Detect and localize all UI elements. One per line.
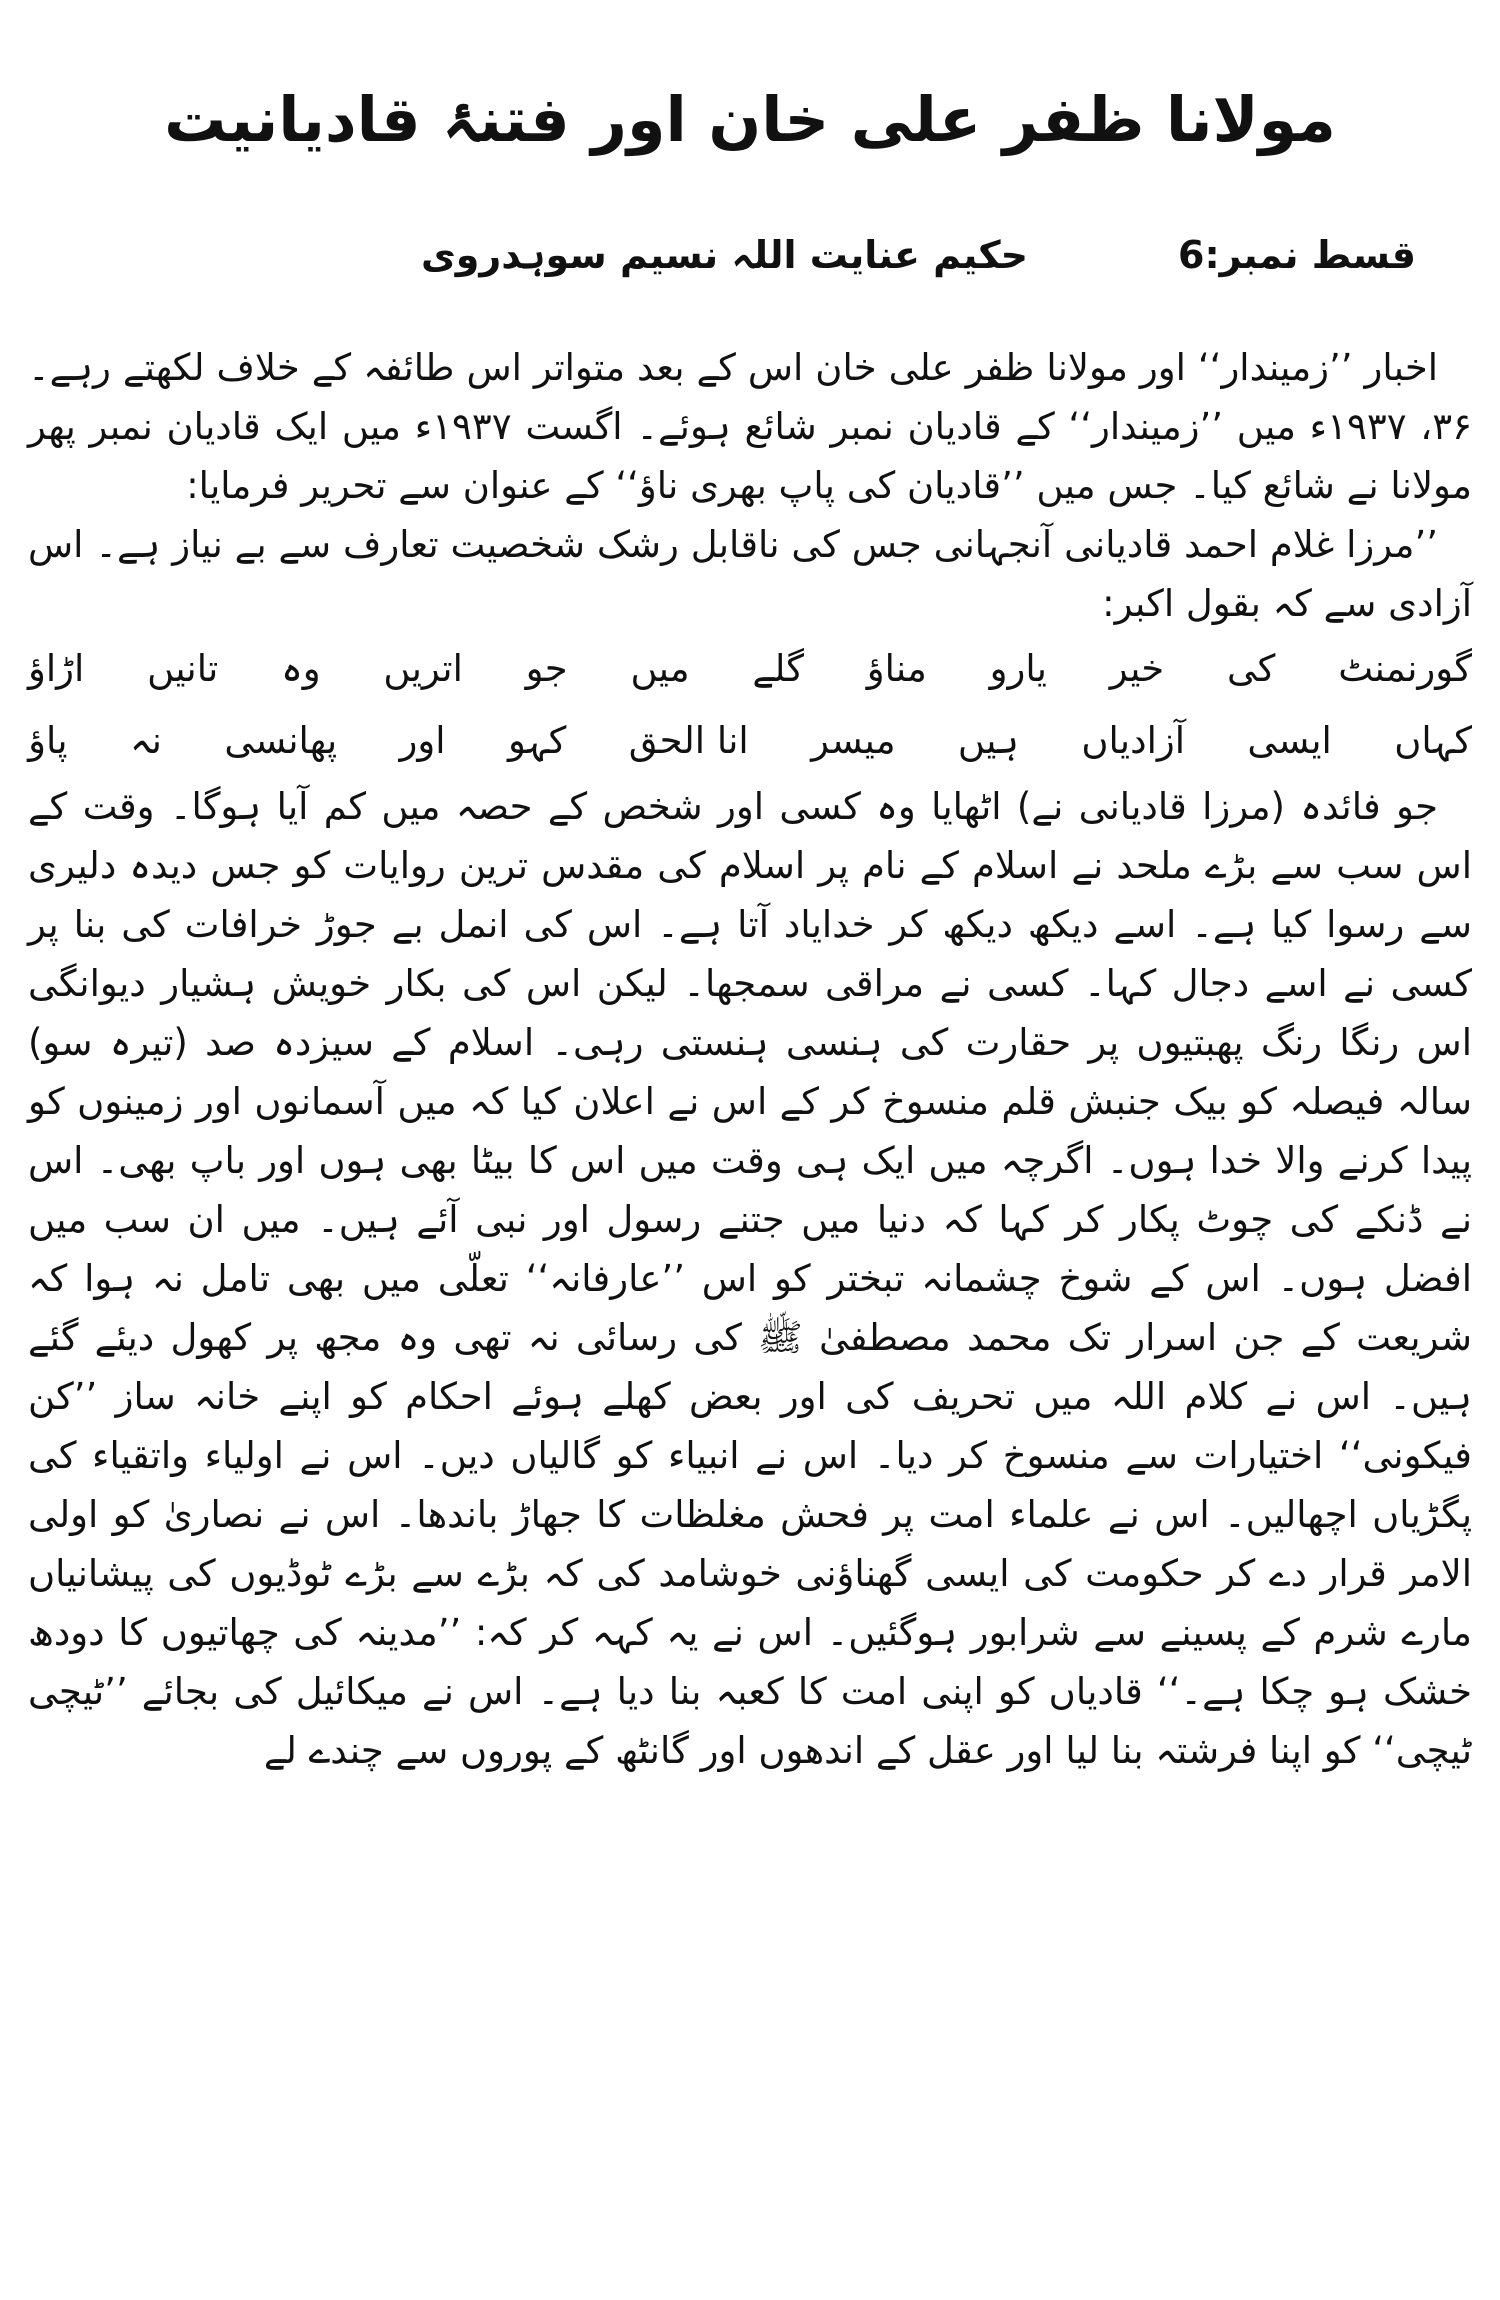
couplet-word: میسر xyxy=(811,719,896,762)
couplet-word: مناؤ xyxy=(866,647,927,690)
couplet-word: خیر xyxy=(1109,647,1165,690)
couplet-word: اڑاؤ xyxy=(28,647,85,690)
couplet-line xyxy=(28,633,1472,705)
author-name: حکیم عنایت اللہ نسیم سوہدروی xyxy=(420,233,1028,277)
episode-number: قسط نمبر:6 xyxy=(1177,233,1416,277)
couplet-word: یارو xyxy=(989,647,1047,690)
couplet-word: جو xyxy=(525,647,568,690)
couplet-word: گلے xyxy=(752,647,804,690)
couplet-word: اتریں xyxy=(383,647,463,690)
couplet-word: نہ xyxy=(129,719,162,762)
couplet-word: کہو xyxy=(507,719,567,762)
paragraph: جو فائدہ (مرزا قادیانی نے) اٹھایا وہ کسی اور شخص کے حصہ میں کم آیا ہوگا۔ وقت کے اس سب سے بڑے ملحد نے اسلام کے نام پر اسلام کی مقدس ترین روایات کو جس دیدہ دلیری سے رسوا کیا ہے۔ اسے دیکھ دیکھ کر خدایاد آتا ہے۔ اس کی انمل بے جوڑ خرافات کی بنا پر کسی نے اسے دجال کہا۔ کسی نے مراقی سمجھا۔ لیکن اس کی بکار خویش ہشیار دیوانگی اس رنگا رنگ پھبتیوں پر حقارت کی ہنسی ہنستی رہی۔ اسلام کے سیزدہ صد (تیرہ سو) سالہ فیصلہ کو بیک جنبش قلم منسوخ کر کے اس نے اعلان کیا کہ میں آسمانوں اور زمینوں کو پیدا کرنے والا خدا ہوں۔ اگرچہ میں ایک ہی وقت میں اس کا بیٹا بھی ہوں اور باپ بھی۔ اس نے ڈنکے کی چوٹ پکار کر کہا کہ دنیا میں جتنے رسول اور نبی آئے ہیں۔ میں ان سب میں افضل ہوں۔ اس کے شوخ چشمانہ تبختر کو اس ’’عارفانہ‘‘ تعلّی میں بھی تامل نہ ہوا کہ شریعت کے جن اسرار تک محمد مصطفیٰ ﷺ کی رسائی نہ تھی وہ مجھ پر کھول دیئے گئے ہیں۔ اس نے کلام اللہ میں تحریف کی اور بعض کھلے ہوئے احکام کو اپنے خانہ ساز ’’کن فیکونی‘‘ اختیارات سے منسوخ کر دیا۔ اس نے انبیاء کو گالیاں دیں۔ اس نے اولیاء واتقیاء کی پگڑیاں اچھالیں۔ اس نے علماء امت پر فحش مغلظات کا جھاڑ باندھا۔ اس نے نصاریٰ کو اولی الامر قرار دے کر حکومت کی ایسی گھناؤنی خوشامد کی کہ بڑے سے بڑے ٹوڈیوں کی پیشانیاں مارے شرم کے پسینے سے شرابور ہوگئیں۔ اس نے یہ کہہ کر کہ: ’’مدینہ کی چھاتیوں کا دودھ خشک ہو چکا ہے۔‘‘ قادیاں کو اپنی امت کا کعبہ بنا دیا ہے۔ اس نے میکائیل کی بجائے ’’ٹیچی ٹیچی‘‘ کو اپنا فرشتہ بنا لیا اور عقل کے اندھوں اور گانٹھ کے پوروں سے چندے لے xyxy=(28,785,1472,1772)
article-body-continued xyxy=(28,777,1472,1780)
couplet-word: کہاں xyxy=(1394,719,1472,762)
couplet-word: میں xyxy=(630,647,690,690)
couplet-word: ایسی xyxy=(1247,719,1332,762)
poetry-couplet xyxy=(28,633,1472,777)
couplet-word: اور xyxy=(399,719,446,762)
article-body xyxy=(28,338,1472,633)
couplet-word: وہ xyxy=(281,647,321,690)
paragraph: ’’مرزا غلام احمد قادیانی آنجہانی جس کی ناقابل رشک شخصیت تعارف سے بے نیاز ہے۔ اس آزادی سے کہ بقول اکبر: xyxy=(28,523,1472,625)
byline xyxy=(28,220,1472,290)
paragraph: اخبار ’’زمیندار‘‘ اور مولانا ظفر علی خان اس کے بعد متواتر اس طائفہ کے خلاف لکھتے رہے۔ ۳۶، ۱۹۳۷ء میں ’’زمیندار‘‘ کے قادیان نمبر شائع ہوئے۔ اگست ۱۹۳۷ء میں ایک قادیان نمبر پھر مولانا نے شائع کیا۔ جس میں ’’قادیان کی پاپ بھری ناؤ‘‘ کے عنوان سے تحریر فرمایا: xyxy=(28,346,1473,507)
couplet-word: آزادیاں xyxy=(1081,719,1185,762)
couplet-word: پاؤ xyxy=(28,719,68,762)
couplet-word: پھانسی xyxy=(224,719,338,762)
couplet-word: کی xyxy=(1226,647,1276,690)
couplet-word: انا الحق xyxy=(628,719,749,762)
couplet-word: گورنمنٹ xyxy=(1338,647,1472,690)
couplet-word: ہیں xyxy=(957,719,1019,762)
couplet-line xyxy=(28,705,1472,777)
couplet-word: تانیں xyxy=(147,647,219,690)
article-title: مولانا ظفر علی خان اور فتنۂ قادیانیت xyxy=(164,83,1336,156)
